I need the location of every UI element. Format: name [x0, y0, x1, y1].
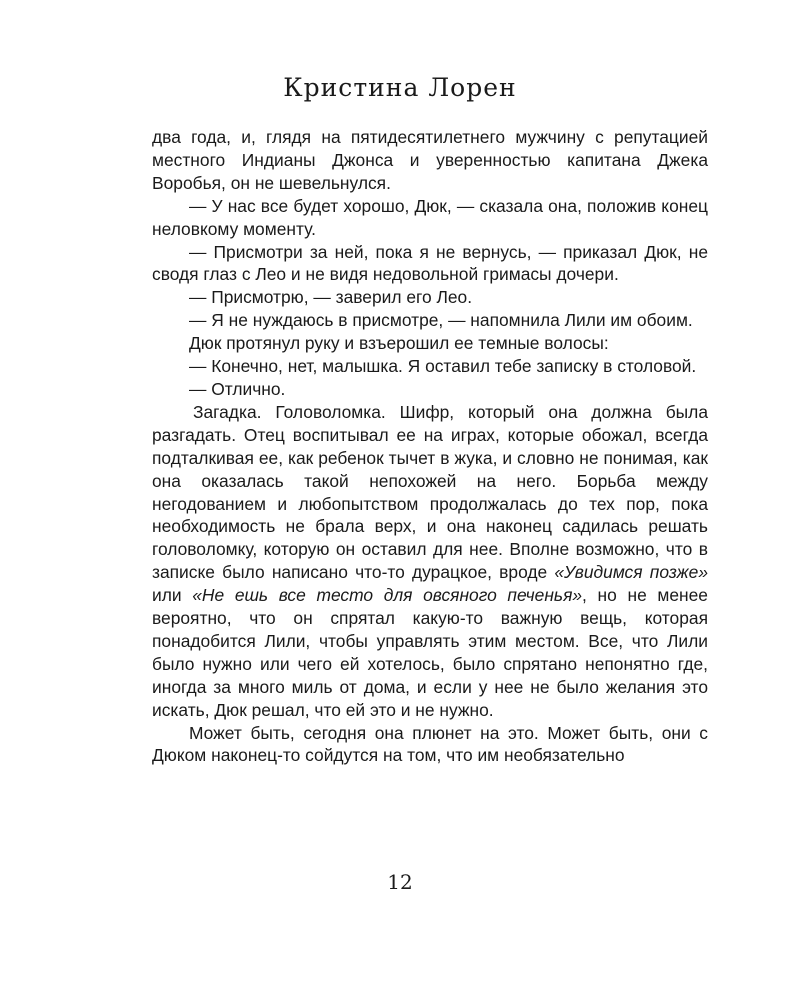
paragraph — [152, 401, 708, 722]
paragraph: — Конечно, нет, малышка. Я оставил тебе записку в столовой. — [189, 356, 697, 377]
paragraph: Дюк протянул руку и взъерошил ее темные волосы: — [189, 333, 609, 354]
paragraph-text: , но не менее вероятно, что он спрятал какую-то важную вещь, которая понадобится Лили, чтобы управлять этим местом. Все, что Лили было нужно или чего ей хотелось, было спрятано непонятно где, иногда за много миль от дома, и если у нее не было желания это искать, Дюк решал, что ей это и не нужно. — [152, 585, 708, 720]
italic-quote: «Увидимся позже» — [554, 562, 708, 583]
paragraph-text: или — [152, 585, 193, 606]
paragraph: — Я не нуждаюсь в присмотре, — напомнила Лили им обоим. — [189, 310, 693, 331]
italic-quote: «Не ешь все тесто для овсяного печенья» — [192, 585, 583, 606]
paragraph: — Отлично. — [189, 378, 286, 399]
paragraph: — Присмотрю, — заверил его Лео. — [189, 287, 473, 308]
paragraph: — Присмотри за ней, пока я не вернусь, — приказал Дюк, не сводя глаз с Лео и не видя недовольной гримасы дочери. — [152, 241, 708, 285]
running-head: Кристина Лорен — [283, 73, 517, 102]
paragraph: два года, и, глядя на пятидесятилетнего мужчину с репутацией местного Индианы Джонса и уверенностью капитана Джека Воробья, он не шевельнулся. — [152, 127, 708, 193]
paragraph: Может быть, сегодня она плюнет на это. Может быть, они с Дюком наконец-то сойдутся на том, что им необязательно — [152, 722, 708, 766]
paragraph: — У нас все будет хорошо, Дюк, — сказала она, положив конец неловкому моменту. — [152, 195, 708, 239]
body-text — [152, 126, 708, 767]
page-number: 12 — [387, 870, 413, 894]
paragraph-text: Загадка. Головоломка. Шифр, который она должна была разгадать. Отец воспитывал ее на играх, которые обожал, всегда подталкивая ее, как ребенок тычет в жука, и словно не понимая, как она оказалась такой непохожей на него. Борьба между негодованием и любопытством продолжалась до тех пор, пока необходимость не брала верх, и она наконец садилась решать головоломку, которую он оставил для нее. Вполне возможно, что в записке было написано что-то дурацкое, вроде — [152, 401, 708, 583]
